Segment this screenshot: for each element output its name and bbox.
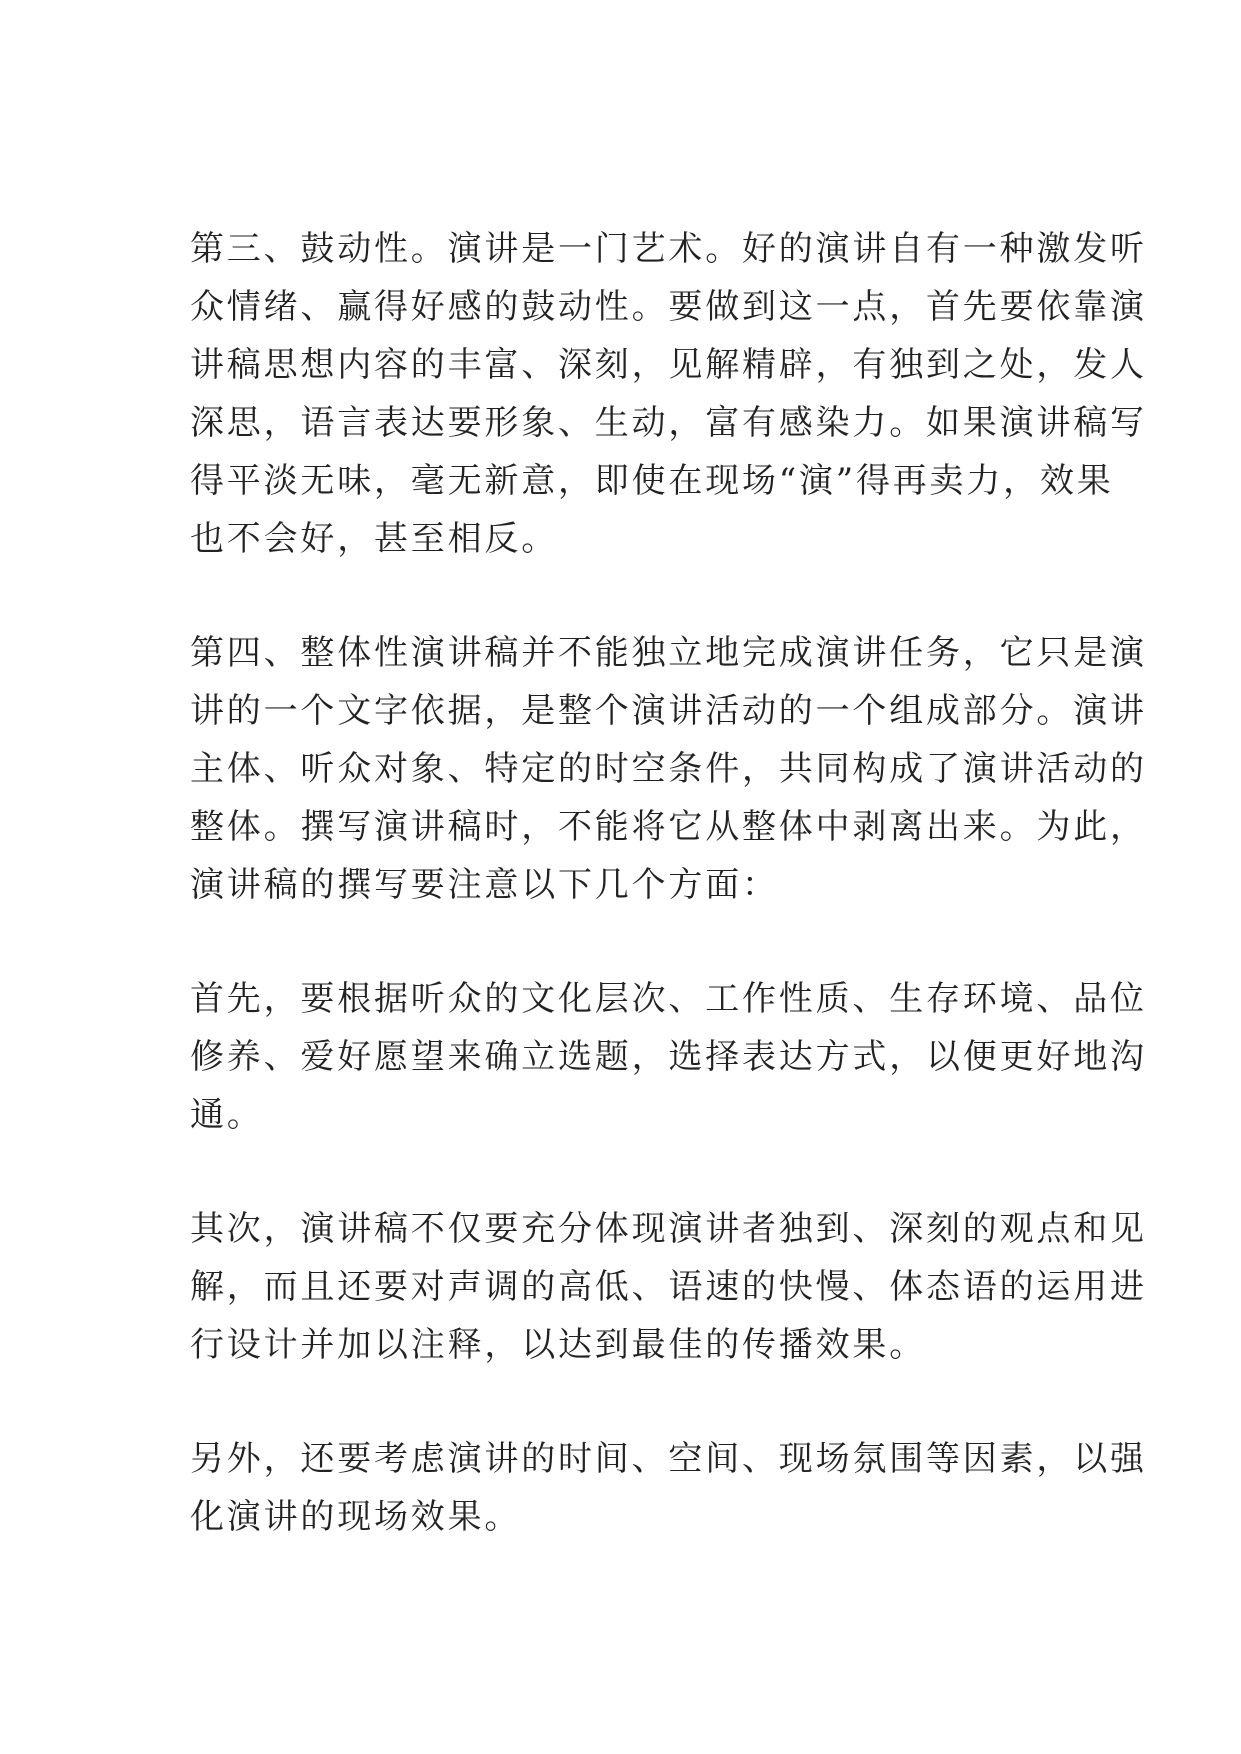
text-line: 行设计并加以注释，以达到最佳的传播效果。 — [190, 1325, 926, 1365]
text-line: 也不会好，甚至相反。 — [190, 519, 558, 559]
paragraph-additional-point — [190, 1430, 1147, 1546]
text-line: 深思，语言表达要形象、生动，富有感染力。如果演讲稿写 — [190, 403, 1147, 443]
document-body — [190, 220, 1147, 1602]
text-line: 解，而且还要对声调的高低、语速的快慢、体态语的运用进 — [190, 1267, 1147, 1307]
text-line: 首先，要根据听众的文化层次、工作性质、生存环境、品位 — [190, 979, 1147, 1019]
text-line: 修养、爱好愿望来确立选题，选择表达方式，以便更好地沟 — [190, 1037, 1147, 1077]
paragraph-second-point — [190, 1200, 1147, 1374]
text-line: 众情绪、赢得好感的鼓动性。要做到这一点，首先要依靠演 — [190, 287, 1147, 327]
text-line: 讲的一个文字依据，是整个演讲活动的一个组成部分。演讲 — [190, 691, 1147, 731]
text-line: 主体、听众对象、特定的时空条件，共同构成了演讲活动的 — [190, 749, 1147, 789]
text-line: 第三、鼓动性。演讲是一门艺术。好的演讲自有一种激发听 — [190, 229, 1147, 269]
text-line: 讲稿思想内容的丰富、深刻，见解精辟，有独到之处，发人 — [190, 345, 1147, 385]
text-line: 化演讲的现场效果。 — [190, 1497, 522, 1537]
text-line: 另外，还要考虑演讲的时间、空间、现场氛围等因素，以强 — [190, 1439, 1147, 1479]
text-line: 第四、整体性演讲稿并不能独立地完成演讲任务，它只是演 — [190, 633, 1147, 673]
paragraph-first-point — [190, 970, 1147, 1144]
text-line: 整体。撰写演讲稿时，不能将它从整体中剥离出来。为此， — [190, 807, 1147, 847]
text-line: 得平淡无味，毫无新意，即使在现场“演”得再卖力，效果 — [190, 461, 1114, 501]
text-line: 演讲稿的撰写要注意以下几个方面： — [190, 865, 779, 905]
paragraph-integrity — [190, 624, 1147, 914]
paragraph-encouragement — [190, 220, 1147, 568]
text-line: 通。 — [190, 1095, 264, 1135]
text-line: 其次，演讲稿不仅要充分体现演讲者独到、深刻的观点和见 — [190, 1209, 1147, 1249]
